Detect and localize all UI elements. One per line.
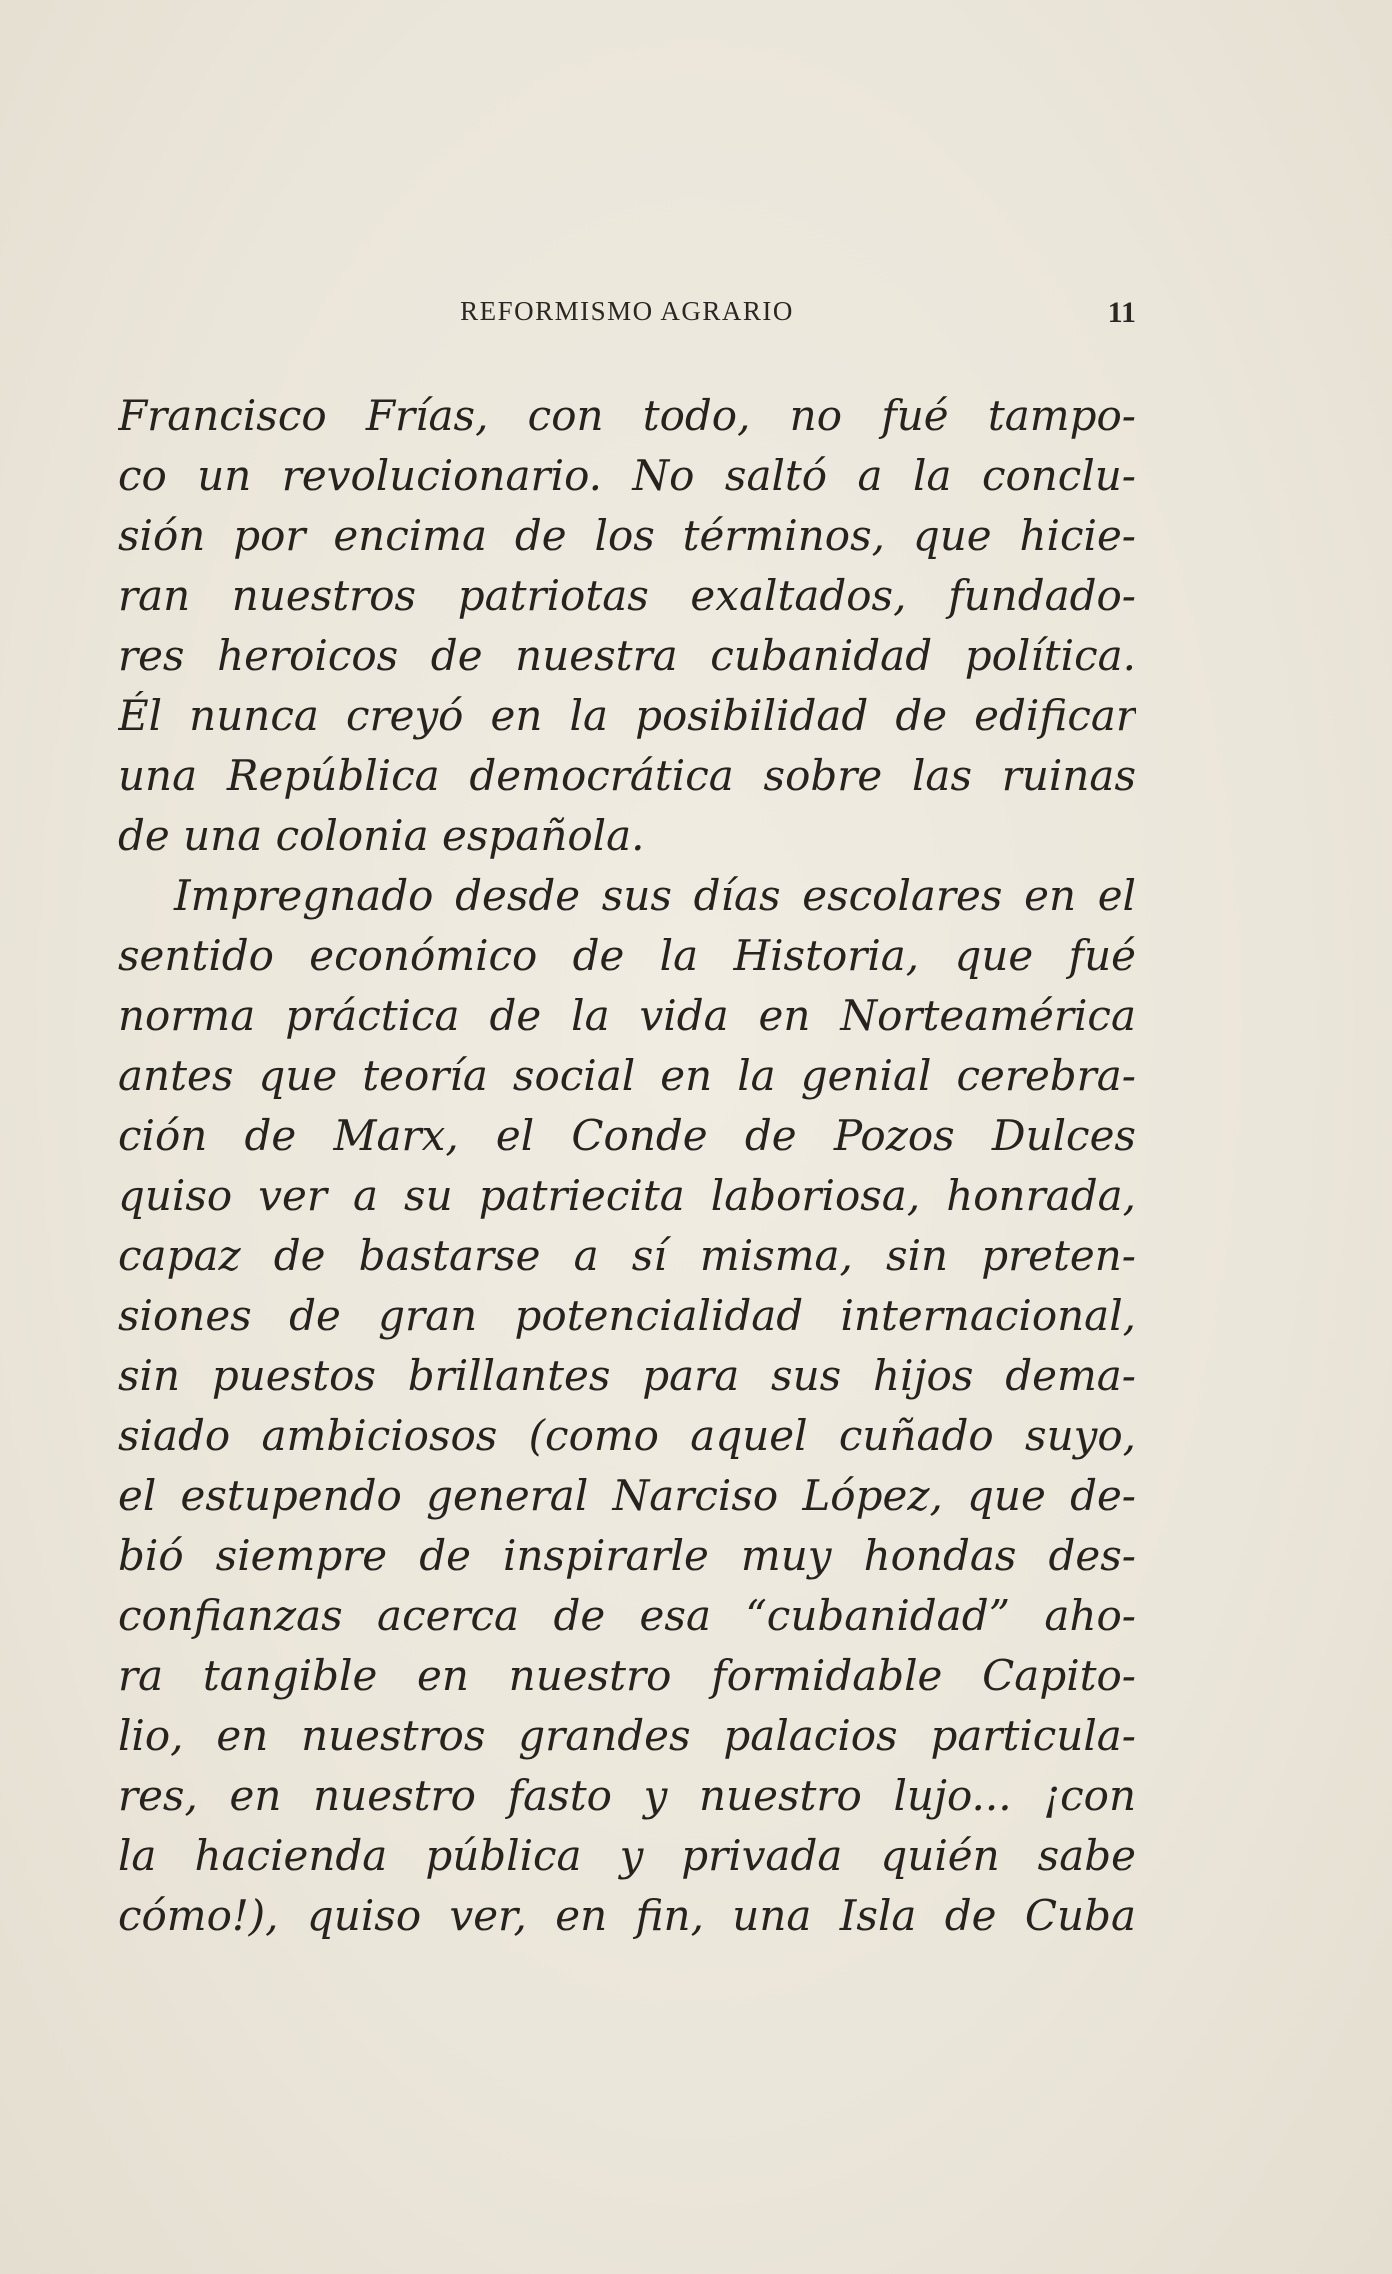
text-line: sión por encima de los términos, que hicie- [118, 511, 1136, 560]
text-line: Impregnado desde sus días escolares en el [174, 871, 1136, 920]
text-line: sin puestos brillantes para sus hijos dema- [118, 1351, 1136, 1400]
text-line: una República democrática sobre las ruinas [118, 751, 1136, 800]
running-header [118, 296, 1136, 336]
text-line: siones de gran potencialidad internacional, [118, 1291, 1136, 1340]
text-line: capaz de bastarse a sí misma, sin preten- [118, 1231, 1136, 1280]
body-text [118, 386, 1136, 1946]
text-line: el estupendo general Narciso López, que de- [118, 1471, 1136, 1520]
text-line: confianzas acerca de esa “cubanidad” aho- [118, 1591, 1136, 1640]
text-line: norma práctica de la vida en Norteamérica [118, 991, 1136, 1040]
text-line: ran nuestros patriotas exaltados, fundado- [118, 571, 1136, 620]
text-line: res, en nuestro fasto y nuestro lujo... ¡con [118, 1771, 1136, 1820]
text-line: Francisco Frías, con todo, no fué tampo- [118, 391, 1136, 440]
text-line: sentido económico de la Historia, que fué [118, 931, 1136, 980]
text-line: lio, en nuestros grandes palacios particula- [118, 1711, 1136, 1760]
text-line: co un revolucionario. No saltó a la conclu- [118, 451, 1136, 500]
page-number: 11 [1107, 296, 1136, 329]
text-line: cómo!), quiso ver, en fin, una Isla de Cuba [118, 1891, 1136, 1940]
text-line: antes que teoría social en la genial cerebra- [118, 1051, 1136, 1100]
text-line: res heroicos de nuestra cubanidad política. [118, 631, 1136, 680]
text-line: bió siempre de inspirarle muy hondas des- [118, 1531, 1136, 1580]
text-line: ción de Marx, el Conde de Pozos Dulces [118, 1111, 1136, 1160]
text-line: de una colonia española. [118, 811, 645, 860]
text-line: la hacienda pública y privada quién sabe [118, 1831, 1136, 1880]
text-line: Él nunca creyó en la posibilidad de edificar [118, 691, 1136, 740]
text-line: ra tangible en nuestro formidable Capito- [118, 1651, 1136, 1700]
text-line: siado ambiciosos (como aquel cuñado suyo, [118, 1411, 1136, 1460]
text-line: quiso ver a su patriecita laboriosa, honrada, [118, 1171, 1136, 1220]
running-title: REFORMISMO AGRARIO [460, 296, 794, 326]
